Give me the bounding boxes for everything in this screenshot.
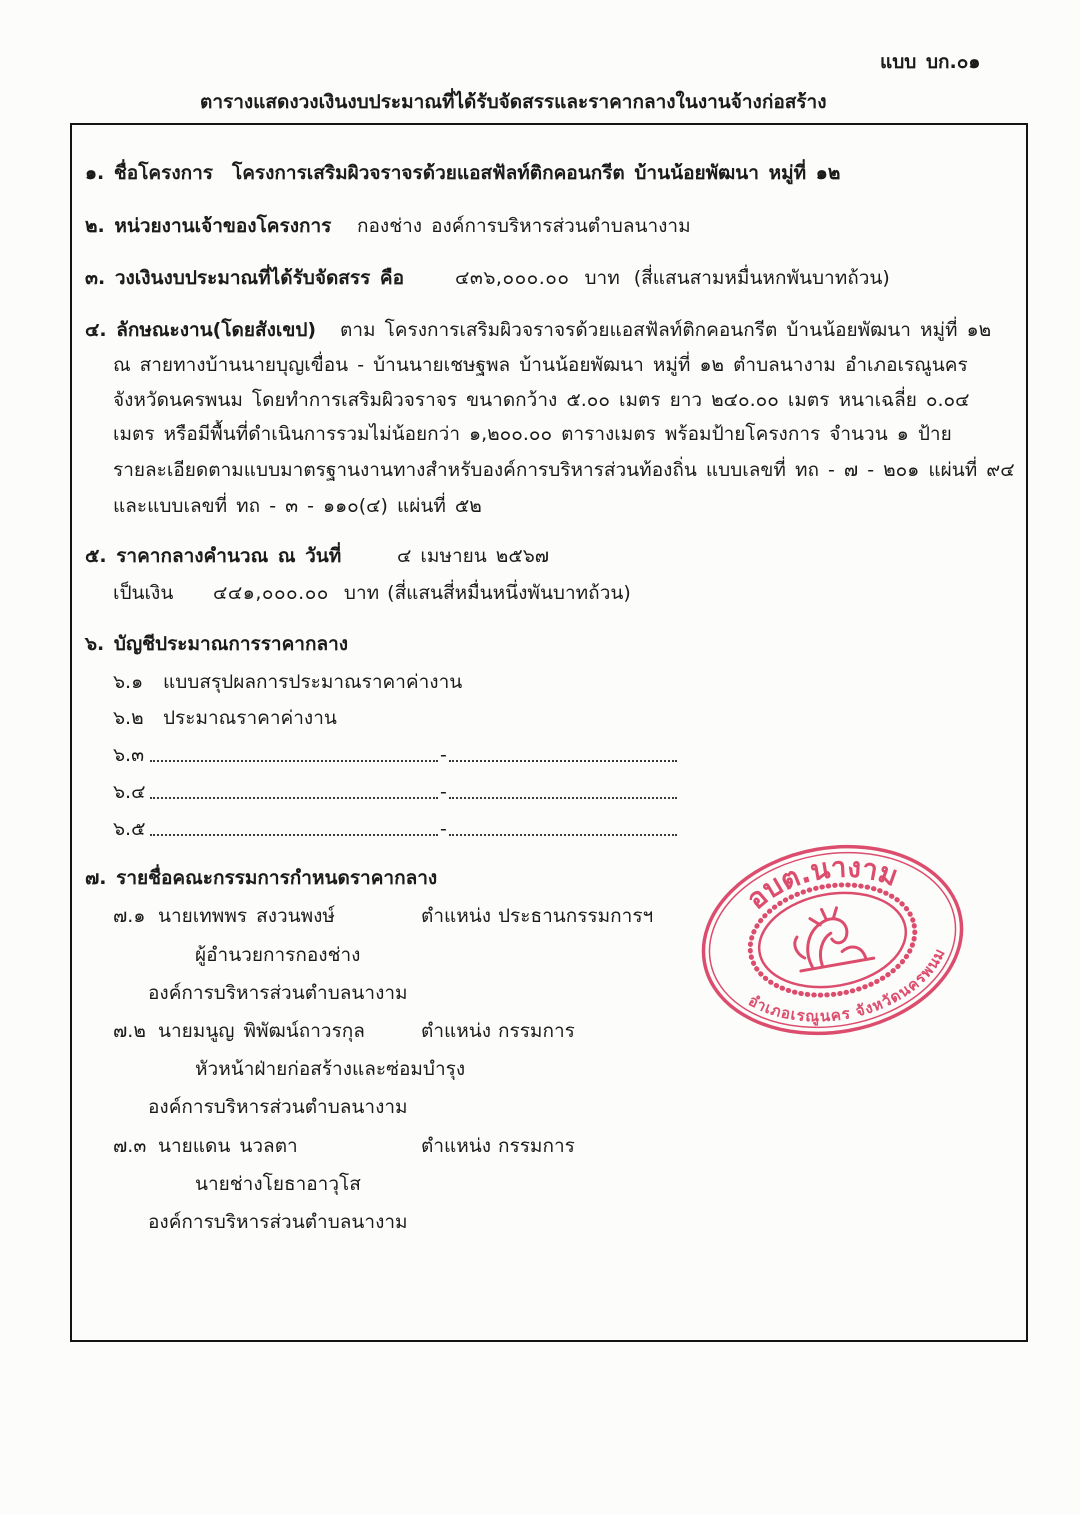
reference-price-row	[85, 540, 1015, 572]
description-line-text: รายละเอียดตามแบบมาตรฐานงานทางสำหรับองค์การบริหารส่วนท้องถิ่น แบบเลขที่ ทถ - ๗ - ๒๐๑ แผ่นที่ ๙๔	[113, 459, 1015, 481]
member-name: นายแดน นวลตา	[158, 1135, 298, 1157]
dotted-leader	[449, 813, 677, 836]
description-line	[113, 384, 1015, 416]
member-role: ประธานกรรมการฯ	[498, 905, 654, 927]
budget-row	[85, 262, 1015, 294]
reference-price-label: ๕. ราคากลางคำนวณ ณ วันที่	[85, 545, 342, 567]
committee-member	[113, 1015, 673, 1047]
owner-label: ๒. หน่วยงานเจ้าของโครงการ	[85, 215, 332, 237]
member-number: ๗.๒	[113, 1020, 146, 1042]
budget-unit: บาท	[584, 267, 620, 289]
owner-value: กองช่าง องค์การบริหารส่วนตำบลนางาม	[357, 215, 691, 237]
estimate-item-text: -	[440, 818, 447, 840]
member-name: นายมนูญ พิพัฒน์ถาวรกุล	[158, 1020, 365, 1042]
project-label: ๑. ชื่อโครงการ	[85, 162, 213, 184]
owner-row	[85, 210, 1015, 242]
member-title-row	[195, 1053, 675, 1085]
dotted-leader	[150, 739, 438, 762]
description-line-text: และแบบเลขที่ ทถ - ๓ - ๑๑๐(๔) แผ่นที่ ๕๒	[113, 495, 482, 517]
member-title-row	[195, 1168, 675, 1200]
estimate-item-text: -	[440, 744, 447, 766]
estimate-list-heading	[85, 628, 1015, 660]
seal-emblem	[790, 902, 874, 971]
dotted-leader	[150, 776, 438, 799]
page-title-text: ตารางแสดงวงเงินงบประมาณที่ได้รับจัดสรรและราคากลางในงานจ้างก่อสร้าง	[200, 91, 827, 113]
member-role: กรรมการ	[498, 1020, 575, 1042]
estimate-item-text: -	[440, 781, 447, 803]
reference-price-unit: บาท	[343, 582, 380, 604]
seal-top-text: อบต.นางาม	[739, 850, 903, 916]
description-line-text: เมตร หรือมีพื้นที่ดำเนินการรวมไม่น้อยกว่า ๑,๒๐๐.๐๐ ตารางเมตร พร้อมป้ายโครงการ จำนวน ๑ ป้าย	[113, 423, 952, 445]
project-row	[85, 157, 1015, 189]
budget-amount: ๔๓๖,๐๐๐.๐๐	[455, 267, 570, 289]
member-name: นายเทพพร สงวนพงษ์	[158, 905, 335, 927]
member-title: ผู้อำนวยการกองช่าง	[195, 944, 361, 966]
dotted-leader	[449, 776, 677, 799]
description-line: ตาม โครงการเสริมผิวจราจรด้วยแอสฟัลท์ติกคอนกรีต บ้านน้อยพัฒนา หมู่ที่ ๑๒	[340, 319, 992, 341]
dotted-leader	[449, 739, 677, 762]
committee-member	[113, 1130, 673, 1162]
member-number: ๗.๑	[113, 905, 146, 927]
reference-price-amount-label: เป็นเงิน	[113, 582, 174, 604]
member-title-row	[195, 939, 675, 971]
description-line	[113, 418, 1015, 450]
reference-price-amount: ๔๔๑,๐๐๐.๐๐	[213, 582, 329, 604]
estimate-item-text: ประมาณราคาค่างาน	[163, 707, 337, 729]
description-row	[85, 314, 1015, 346]
description-line	[113, 490, 1015, 522]
budget-amount-text: (สี่แสนสามหมื่นหกพันบาทถ้วน)	[633, 267, 890, 289]
member-org: องค์การบริหารส่วนตำบลนางาม	[148, 1211, 408, 1233]
description-line-text: ณ สายทางบ้านนายบุญเขื่อน - บ้านนายเชษฐพล บ้านน้อยพัฒนา หมู่ที่ ๑๒ ตำบลนางาม อำเภอเรณูนคร	[113, 354, 968, 376]
member-position-label: ตำแหน่ง	[421, 1135, 492, 1157]
description-line-text: จังหวัดนครพนม โดยทำการเสริมผิวจราจร ขนาดกว้าง ๕.๐๐ เมตร ยาว ๒๔๐.๐๐ เมตร หนาเฉลี่ย ๐.๐๔	[113, 389, 970, 411]
estimate-item-text: แบบสรุปผลการประมาณราคาค่างาน	[163, 671, 463, 693]
reference-price-date: ๔ เมษายน ๒๕๖๗	[397, 545, 550, 567]
estimate-item-number: ๖.๒	[113, 707, 144, 729]
page-title	[200, 86, 1050, 118]
official-seal	[690, 835, 975, 1045]
estimate-item	[113, 702, 1015, 734]
committee-label: ๗. รายชื่อคณะกรรมการกำหนดราคากลาง	[85, 867, 438, 889]
estimate-item	[113, 813, 677, 845]
budget-label: ๓. วงเงินงบประมาณที่ได้รับจัดสรร คือ	[85, 267, 405, 289]
member-org-row	[148, 1206, 668, 1238]
member-title: นายช่างโยธาอาวุโส	[195, 1173, 361, 1195]
member-position-label: ตำแหน่ง	[421, 1020, 492, 1042]
description-line	[113, 349, 1015, 381]
description-label: ๔. ลักษณะงาน(โดยสังเขป)	[85, 319, 317, 341]
reference-price-amount-row	[113, 577, 1015, 609]
committee-member	[113, 900, 673, 932]
estimate-list-label: ๖. บัญชีประมาณการราคากลาง	[85, 633, 349, 655]
project-value: โครงการเสริมผิวจราจรด้วยแอสฟัลท์ติกคอนกรีต บ้านน้อยพัฒนา หมู่ที่ ๑๒	[232, 162, 841, 184]
estimate-item-number: ๖.๓	[113, 744, 145, 766]
form-code	[880, 46, 1060, 78]
member-org-row	[148, 1091, 668, 1123]
member-number: ๗.๓	[113, 1135, 147, 1157]
member-role: กรรมการ	[498, 1135, 575, 1157]
committee-heading	[85, 862, 685, 894]
estimate-item	[113, 739, 677, 771]
seal-bottom-text: อำเภอเรณูนคร จังหวัดนครพนม	[745, 945, 950, 1026]
estimate-item	[113, 666, 1015, 698]
member-org-row	[148, 977, 668, 1009]
member-position-label: ตำแหน่ง	[421, 905, 492, 927]
estimate-item-number: ๖.๕	[113, 818, 146, 840]
estimate-item-number: ๖.๔	[113, 781, 146, 803]
member-org: องค์การบริหารส่วนตำบลนางาม	[148, 982, 408, 1004]
reference-price-amount-text: (สี่แสนสี่หมื่นหนึ่งพันบาทถ้วน)	[387, 582, 631, 604]
dotted-leader	[150, 813, 438, 836]
member-org: องค์การบริหารส่วนตำบลนางาม	[148, 1096, 408, 1118]
member-title: หัวหน้าฝ่ายก่อสร้างและซ่อมบำรุง	[195, 1058, 466, 1080]
description-line	[113, 454, 1015, 486]
estimate-item-number: ๖.๑	[113, 671, 144, 693]
form-code-text: แบบ บก.๐๑	[880, 51, 981, 73]
estimate-item	[113, 776, 677, 808]
